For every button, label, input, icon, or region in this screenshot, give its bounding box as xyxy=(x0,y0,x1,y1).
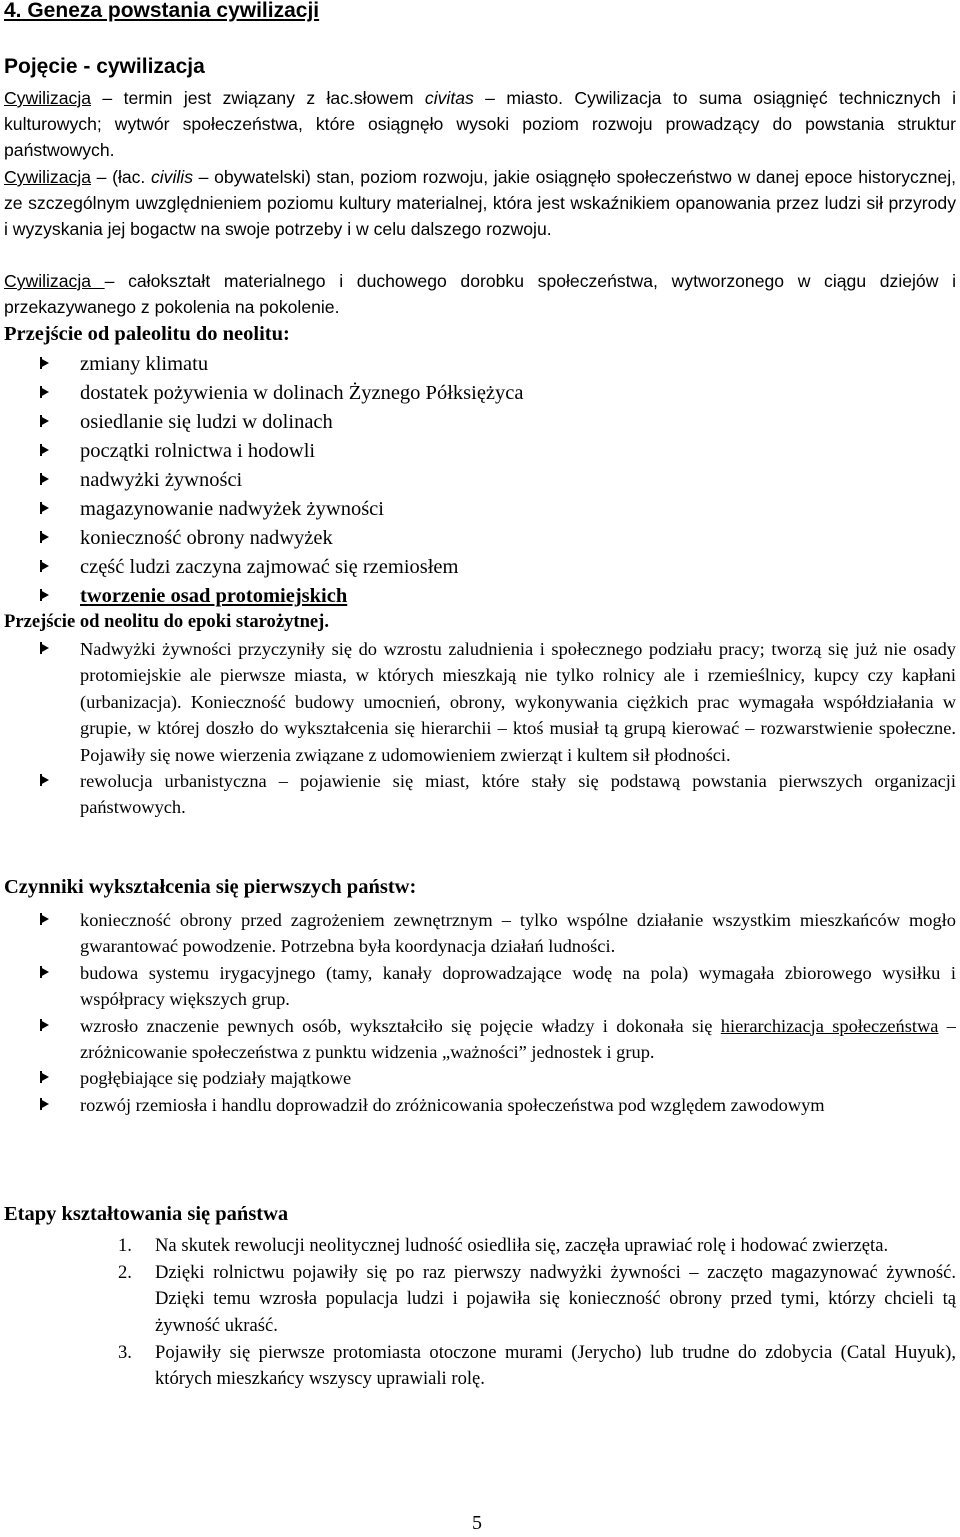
list-item xyxy=(0,408,956,437)
section-title-paleolit: Przejście od paleolitu do neolitu: xyxy=(4,323,290,345)
list-item xyxy=(0,495,956,524)
list-item-text: zmiany klimatu xyxy=(80,353,209,375)
list-item-text: konieczność obrony przed zagrożeniem zewnętrznym – tylko wspólne działanie wszystkim mieszkańców mogło gwarantować powodzenie. Potrzebna była koordynacja działań ludności. xyxy=(80,910,956,957)
item-text: Pojawiły się pierwsze protomiasta otoczone murami (Jerycho) lub trudne do zdobycia (Catal Huyuk), których mieszkańcy wszyscy uprawiali rolę. xyxy=(155,1341,956,1390)
paleolit-list xyxy=(0,350,956,611)
item-number: 3. xyxy=(118,1341,132,1363)
definition-3-rest: – całokształt materialnego i duchowego dorobku społeczeństwa, wytworzonego w ciągu dziejów i przekazywanego z pokolenia na pokolenie. xyxy=(4,271,956,318)
bullet-arrow-icon xyxy=(40,1020,49,1030)
list-item xyxy=(0,553,956,582)
definition-3-term: Cywilizacja xyxy=(4,271,105,291)
list-item xyxy=(0,1013,956,1066)
list-item-text: – zróżnicowanie społeczeństwa z punktu widzenia „ważności” jednostek i grup. xyxy=(80,1015,956,1063)
bullet-arrow-icon xyxy=(40,416,49,426)
list-item-text: wzrosło znaczenie pewnych osób, wykształciło się pojęcie władzy i dokonała się xyxy=(80,1015,721,1036)
numbered-item xyxy=(0,1340,956,1392)
bullet-arrow-icon xyxy=(40,914,49,924)
list-item xyxy=(0,524,956,553)
bullet-arrow-icon xyxy=(40,1099,49,1109)
item-text: Dzięki rolnictwu pojawiły się po raz pierwszy nadwyżki żywności – zaczęto magazynować żywność. Dzięki temu wzrosła populacja ludzi i pojawiła się konieczność obrony przed tymi, którzy chcieli tą żywność ukraść. xyxy=(155,1262,956,1336)
bullet-arrow-icon xyxy=(40,775,49,785)
definition-1-rest: – miasto. Cywilizacja to suma osiągnięć technicznych i kulturowych; wytwór społeczeństwa, które osiągnęło wysoki poziom rozwoju prowadzący do powstania struktur państwowych. xyxy=(4,88,956,161)
list-item-text-emphasized: tworzenie osad protomiejskich xyxy=(80,585,348,607)
list-item xyxy=(0,466,956,495)
definition-3 xyxy=(4,268,956,320)
section-title-pojecie: Pojęcie - cywilizacja xyxy=(4,55,205,78)
page-heading: 4. Geneza powstania cywilizacji xyxy=(4,0,320,22)
definition-2-term: Cywilizacja xyxy=(4,167,92,187)
bullet-arrow-icon xyxy=(40,358,49,368)
item-number: 1. xyxy=(118,1235,132,1256)
list-item-text: rewolucja urbanistyczna – pojawienie się miast, które stały się podstawą powstania pierwszych organizacji państwowych. xyxy=(80,771,956,818)
bullet-arrow-icon xyxy=(40,643,49,653)
list-item xyxy=(0,768,956,821)
etapy-list xyxy=(0,1233,956,1393)
bullet-arrow-icon xyxy=(40,532,49,542)
bullet-arrow-icon xyxy=(40,590,49,600)
definition-2-latin: civilis xyxy=(150,167,193,187)
list-item-text: pogłębiające się podziały majątkowe xyxy=(80,1068,352,1089)
list-item xyxy=(0,636,956,768)
bullet-arrow-icon xyxy=(40,474,49,484)
list-item-underlined-term: hierarchizacja społeczeństwa xyxy=(720,1015,939,1036)
list-item xyxy=(0,907,956,960)
bullet-arrow-icon xyxy=(40,561,49,571)
definition-2-rest: – obywatelski) stan, poziom rozwoju, jakie osiągnęło społeczeństwo w danej epoce historycznej, ze szczególnym uwzględnieniem poziomu kultury materialnej, która jest wskaźnikiem opanowania przez ludzi sił przyrody i wyzyskania jej bogactw na swoje potrzeby i w celu dalszego rozwoju. xyxy=(4,167,957,240)
list-item-text: nadwyżki żywności xyxy=(80,469,243,491)
bullet-arrow-icon xyxy=(40,1072,49,1082)
section-title-neolit: Przejście od neolitu do epoki starożytnej. xyxy=(4,611,330,632)
list-item-text: osiedlanie się ludzi w dolinach xyxy=(80,411,333,433)
list-item-text: dostatek pożywienia w dolinach Żyznego Półksiężyca xyxy=(80,382,524,404)
numbered-item xyxy=(0,1233,956,1259)
bullet-arrow-icon xyxy=(40,967,49,977)
neolit-list xyxy=(0,636,956,821)
list-item xyxy=(0,379,956,408)
page-number: 5 xyxy=(472,1512,482,1534)
list-item xyxy=(0,960,956,1013)
list-item-text: budowa systemu irygacyjnego (tamy, kanały doprowadzające wodę na pola) wymagała zbiorowego wysiłku i współpracy większych grup. xyxy=(80,962,956,1010)
list-item-text: początki rolnictwa i hodowli xyxy=(80,440,316,462)
definition-2 xyxy=(4,164,956,242)
list-item xyxy=(0,1092,956,1118)
list-item-text: rozwój rzemiosła i handlu doprowadził do zróżnicowania społeczeństwa pod względem zawodowym xyxy=(80,1094,825,1115)
item-number: 2. xyxy=(118,1262,132,1284)
definition-1 xyxy=(4,85,956,163)
czynniki-list xyxy=(0,907,956,1118)
list-item-text: konieczność obrony nadwyżek xyxy=(80,527,333,549)
item-text: Na skutek rewolucji neolitycznej ludność osiedliła się, zaczęła uprawiać rolę i hodować zwierzęta. xyxy=(155,1235,889,1256)
definition-1-latin: civitas xyxy=(424,88,474,108)
list-item-text: część ludzi zaczyna zajmować się rzemiosłem xyxy=(80,556,459,578)
bullet-arrow-icon xyxy=(40,387,49,397)
definition-1-term: Cywilizacja xyxy=(4,88,92,108)
list-item-text: magazynowanie nadwyżek żywności xyxy=(80,498,384,520)
bullet-arrow-icon xyxy=(40,503,49,513)
definition-2-text: – (łac. xyxy=(91,167,151,187)
numbered-item xyxy=(0,1260,956,1339)
list-item xyxy=(0,437,956,466)
section-title-czynniki: Czynniki wykształcenia się pierwszych państw: xyxy=(4,876,417,898)
list-item xyxy=(0,350,956,379)
section-title-etapy: Etapy kształtowania się państwa xyxy=(4,1203,289,1225)
list-item xyxy=(0,582,956,611)
list-item xyxy=(0,1065,956,1091)
list-item-text: Nadwyżki żywności przyczyniły się do wzrostu zaludnienia i społecznego podziału pracy; tworzą się już nie osady protomiejskie ale pierwsze miasta, w których mieszkają nie tylko rolnicy ale i rzemieślnicy, kupcy czy kapłani (urbanizacja). Konieczność budowy umocnień, obrony, wykonywania ciężkich prac wymagała współdziałania w grupie, w której doszło do wykształcenia się hierarchii – ktoś musiał tą grupą kierować – rozwarstwienie społeczne. Pojawiły się nowe wierzenia związane z udomowieniem zwierząt i kultem sił płodności. xyxy=(80,639,956,765)
definition-1-text: – termin jest związany z łac.słowem xyxy=(91,88,425,108)
bullet-arrow-icon xyxy=(40,445,49,455)
